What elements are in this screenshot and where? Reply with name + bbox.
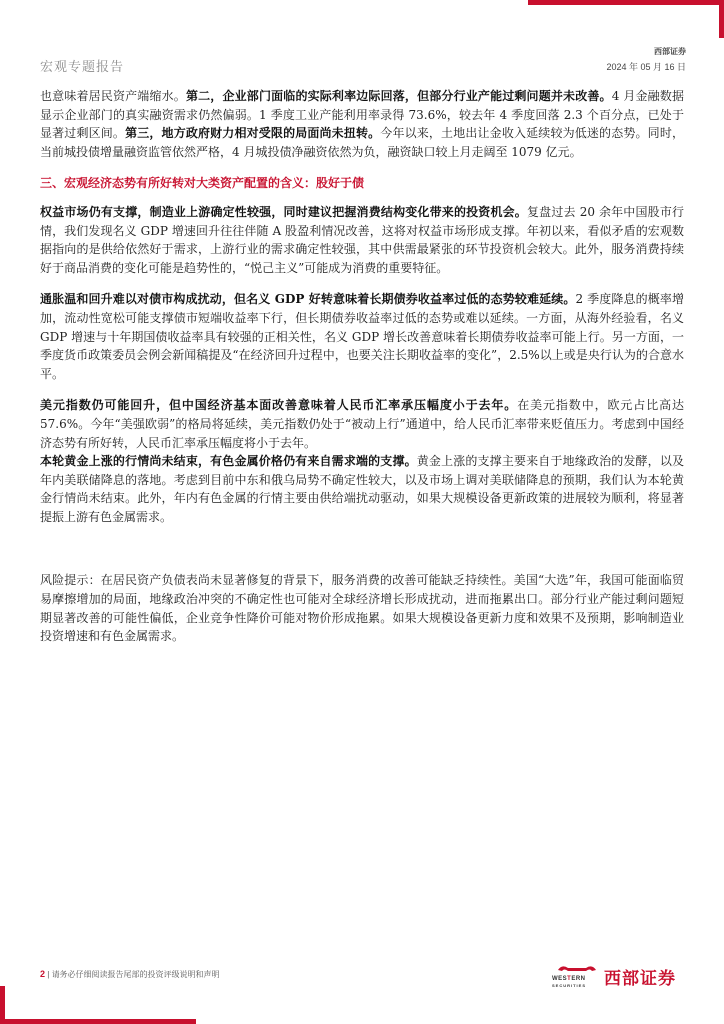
logo-english: WESTERN: [552, 976, 586, 982]
logo-chinese: 西部证券: [604, 969, 676, 989]
disclaimer-text: 请务必仔细阅读报告尾部的投资评级说明和声明: [51, 970, 220, 979]
header-date: 2024 年 05 月 16 日: [606, 62, 686, 72]
logo-english-sub: SECURITIES: [552, 983, 587, 988]
paragraph-emphasis: 本轮黄金上涨的行情尚未结束，有色金属价格仍有来自需求端的支撑。: [40, 454, 417, 469]
report-body: [40, 87, 684, 646]
report-type-label: 宏观专题报告: [40, 59, 125, 74]
corner-accent-bottom-horizontal: [0, 1019, 196, 1024]
paragraph-text: 黄金上涨的支撑主要来自于地缘政治的发酵，以及年内美联储降息的落地。考虑到目前中东和俄乌局势不确定性较大，以及市场上调对美联储降息的预期，我们认为本轮黄金行情尚未结束。此外，年内有色金属的行情主要由供给端扰动驱动，如果大规模设备更新政策的进展较为顺利，将显著提振上游有色金属需求。: [40, 454, 684, 524]
page-number: 2: [40, 969, 46, 979]
paragraph-text: 4 月金融数据显示企业部门的真实融资需求仍然偏弱。1 季度工业产能利用率录得 73.6%，较去年 4 季度回落 2.3 个百分点，已处于显著过剩区间。: [40, 89, 684, 141]
corner-accent-top-vertical: [719, 0, 724, 38]
paragraph-bond: [40, 290, 684, 383]
paragraph-enterprise-local-gov: [40, 87, 684, 161]
paragraph-emphasis: 通胀温和回升难以对债市构成扰动，但名义 GDP 好转意味着长期债券收益率过低的态势较难延续。: [40, 292, 576, 307]
paragraph-emphasis: 第三，地方政府财力相对受限的局面尚未扭转。: [125, 126, 381, 141]
company-logo: [552, 960, 692, 990]
paragraph-equity: [40, 203, 684, 277]
paragraph-text: 2 季度降息的概率增加，流动性宽松可能支撑债市短端收益率下行，但长期债券收益率过低的态势或难以延续。一方面，从海外经验看，名义 GDP 增速与十年期国债收益率具有较强的正相关性，名义 GDP 增长改善意味着长期债券收益率可能上行。另一方面，一季度货币政策委员会例会新闻稿提及“在经济回升过程中，也要关注长期收益率的变化”，2.5%以上或是央行认为的合意水平。: [40, 292, 685, 381]
risk-warning: 风险提示：在居民资产负债表尚未显著修复的背景下，服务消费的改善可能缺乏持续性。美国“大选”年，我国可能面临贸易摩擦增加的局面，地缘政治冲突的不确定性也可能对全球经济增长形成扰动，进而拖累出口。部分行业产能过剩问题短期显著改善的可能性偏低，企业竞争性降价可能对物价形成拖累。如果大规模设备更新力度和效果不及预期，影响制造业投资增速和有色金属需求。: [40, 573, 684, 644]
paragraph-text: 在美元指数中，欧元占比高达 57.6%。今年“美强欧弱”的格局将延续，美元指数仍处于“被动上行”通道中，给人民币汇率带来贬值压力。考虑到中国经济态势有所好转，人民币汇率承压幅度将小于去年。: [40, 398, 684, 450]
paragraph-fx: [40, 396, 684, 452]
section-title: 三、宏观经济态势有所好转对大类资产配置的含义：股好于债: [40, 176, 365, 191]
paragraph-text: 也意味着居民资产端缩水。: [40, 89, 186, 103]
footer-separator: |: [47, 970, 50, 979]
paragraph-emphasis: 美元指数仍可能回升，但中国经济基本面改善意味着人民币汇率承压幅度小于去年。: [40, 398, 518, 413]
paragraph-text: 今年以来，土地出让金收入延续较为低迷的态势。同时，当前城投债增量融资监管依然严格，4 月城投债净融资依然为负，融资缺口较上月走阔至 1079 亿元。: [40, 126, 684, 159]
paragraph-emphasis: 权益市场仍有支撑，制造业上游确定性较强，同时建议把握消费结构变化带来的投资机会。: [40, 204, 527, 219]
paragraph-gold: [40, 452, 684, 526]
corner-accent-top-horizontal: [528, 0, 724, 5]
paragraph-emphasis: 第二，企业部门面临的实际利率边际回落，但部分行业产能过剩问题并未改善。: [185, 89, 612, 103]
footer-disclaimer: [40, 969, 220, 980]
header-company: 西部证券: [654, 47, 686, 56]
header-meta: [606, 46, 686, 73]
paragraph-text: 复盘过去 20 余年中国股市行情，我们发现名义 GDP 增速回升往往伴随 A 股盈利情况改善，这将对权益市场形成支撑。年初以来，看似矛盾的宏观数据指向的是供给依然好于需求，上游行业的需求确定性较强，其中供需最紧张的环节投资机会较大。此外，服务消费持续好于商品消费的变化可能是趋势性的，“悦己主义”可能成为消费的重要特征。: [40, 204, 684, 275]
